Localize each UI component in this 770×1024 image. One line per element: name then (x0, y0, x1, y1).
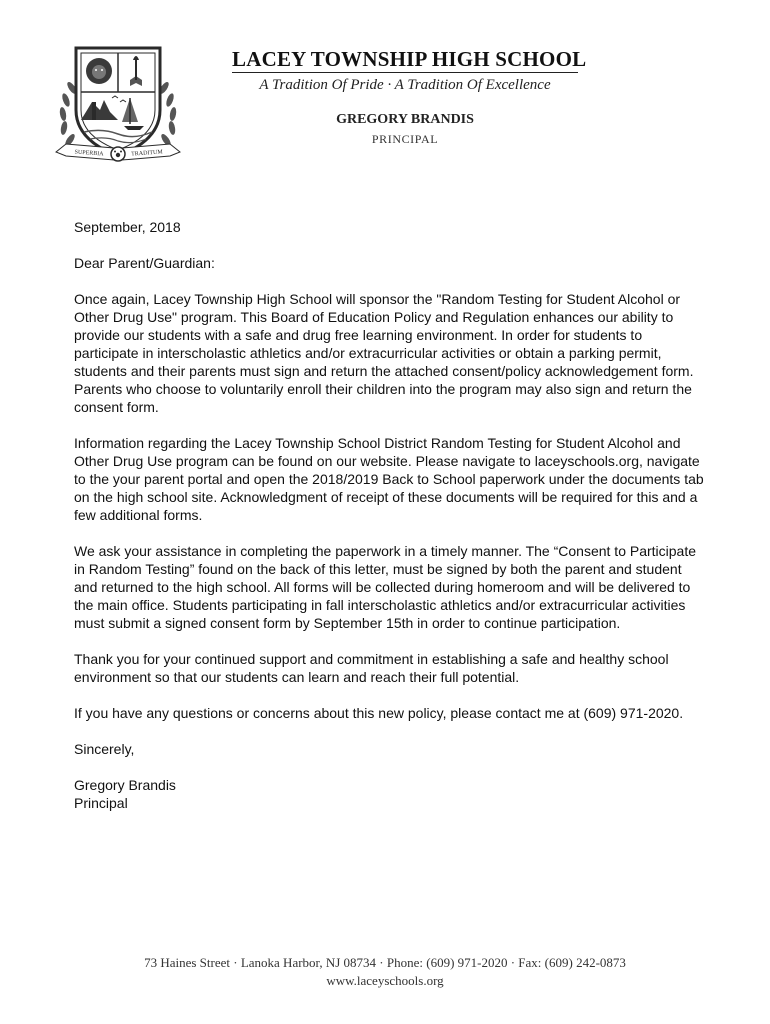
letterhead-divider (232, 72, 578, 73)
principal-title: PRINCIPAL (371, 132, 439, 146)
letter-paragraph: If you have any questions or concerns about this new policy, please contact me at (609) 971-2020. (74, 705, 684, 721)
principal-name: GREGORY BRANDIS (336, 112, 474, 127)
letter-paragraph: We ask your assistance in completing the paperwork in a timely manner. The “Consent to Participate in Random Testing” found on the back of this letter, must be signed by both the parent and student and returned to the high school. All forms will be collected during homeroom and will be delivered to the main office. Students participating in fall interscholastic athletics and/or extracurricular activities must submit a signed consent form by September 15th in order to continue participation. (74, 543, 697, 631)
letter-footer (0, 954, 770, 990)
letter-paragraph: Once again, Lacey Township High School will sponsor the "Random Testing for Student Alcohol or Other Drug Use" program. This Board of Education Policy and Regulation enhances our ability to provide our students with a safe and drug free learning environment. In order for students to participate in interscholastic athletics and/or extracurricular activities or obtain a parking permit, students and their parents must sign and return the attached consent/policy acknowledgement form. Parents who choose to voluntarily enroll their children into the program may also sign and return the consent form. (74, 291, 694, 415)
crest-motto-right: TRADITUM (130, 149, 163, 158)
lion-icon (86, 58, 112, 84)
letter-closing: Sincerely, (74, 741, 135, 757)
school-name: LACEY TOWNSHIP HIGH SCHOOL (232, 47, 587, 71)
letter-paragraph: Thank you for your continued support and commitment in establishing a safe and healthy school environment so that our students can learn and reach their full potential. (74, 651, 669, 685)
signature-title: Principal (74, 795, 128, 811)
footer-website: www.laceyschools.org (326, 973, 444, 988)
footer-address: 73 Haines Street · Lanoka Harbor, NJ 08734 · Phone: (609) 971-2020 · Fax: (609) 242-0873 (144, 955, 626, 970)
letter-salutation: Dear Parent/Guardian: (74, 255, 215, 271)
crest-motto-left: SUPERBIA (74, 149, 104, 158)
letter-body (74, 218, 704, 812)
signature-name: Gregory Brandis (74, 777, 176, 793)
school-crest-logo (52, 40, 184, 164)
letter-date: September, 2018 (74, 219, 181, 235)
letter-paragraph: Information regarding the Lacey Township School District Random Testing for Student Alcohol and Other Drug Use program can be found on our website. Please navigate to laceyschools.org, navigate to the your parent portal and open the 2018/2019 Back to School paperwork under the documents tab on the high school site. Acknowledgment of receipt of these documents will be required for this and a few additional forms. (74, 435, 704, 523)
school-tagline: A Tradition Of Pride · A Tradition Of Excellence (259, 77, 551, 93)
